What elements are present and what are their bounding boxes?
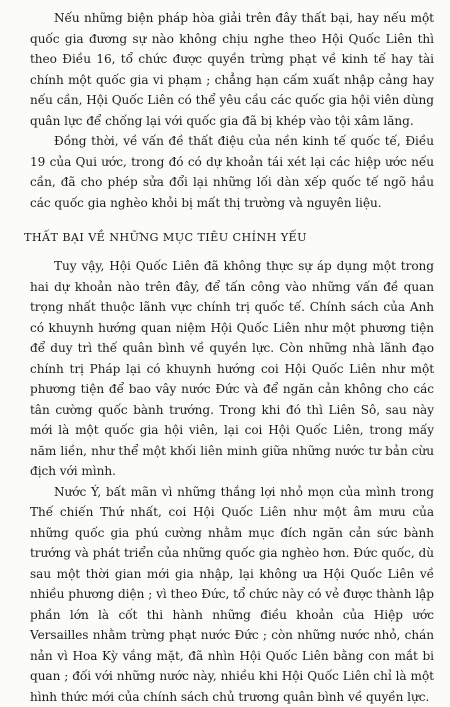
paragraph-sanctions: Nếu những biện pháp hòa giải trên đây thất bại, hay nếu một quốc gia đương sự nào không chịu nghe theo Hội Quốc Liên thì theo Điều 16, tổ chức được quyền trừng phạt về kinh tế hay tài chính một quốc gia vi phạm ; chẳng hạn cấm xuất nhập cảng hay nếu cần, Hội Quốc Liên có thể yêu cầu các quốc gia hội viên dùng quân lực để chống lại với quốc gia đã bị khép vào tội xâm lăng. [30, 8, 434, 131]
paragraph-great-powers: Tuy vậy, Hội Quốc Liên đã không thực sự áp dụng một trong hai dự khoản nào trên đây, để tấn công vào những vấn đề quan trọng nhất thuộc lãnh vực chính trị quốc tế. Chính sách của Anh có khuynh hướng quan niệm Hội Quốc Liên như một phương tiện để duy trì thế quân bình về quyền lực. Còn những nhà lãnh đạo chính trị Pháp lại có khuynh hướng coi Hội Quốc Liên như một phương tiện để bao vây nước Đức và để ngăn cản không cho các tân cường quốc bành trướng. Trong khi đó thì Liên Sô, sau này mới là một quốc gia hội viên, lại coi Hội Quốc Liên, trong mấy năm liền, như thể một khối liên minh giữa những nước tư bản cừu địch với mình. [30, 256, 434, 482]
paragraph-article-19: Đồng thời, về vấn đề thất điệu của nền kinh tế quốc tế, Điều 19 của Qui ước, trong đó có dự khoản tái xét lại các hiệp ước nếu cần, đã cho phép sửa đổi lại những lối dàn xếp quốc tế ngõ hầu các quốc gia nghèo khỏi bị mất thị trường và nguyên liệu. [30, 131, 434, 213]
paragraph-italy-germany: Nước Ý, bất mãn vì những thắng lợi nhỏ mọn của mình trong Thế chiến Thứ nhất, coi Hội Quốc Liên như một âm mưu của những quốc gia phú cường nhằm mục đích ngăn cản sức bành trướng và phát triển của những quốc gia nghèo hơn. Đức quốc, dù sau một thời gian mới gia nhập, lại không ưa Hội Quốc Liên về nhiều phương diện ; vì theo Đức, tổ chức này có vẻ được thành lập phần lớn là cốt thi hành những điều khoản của Hiệp ước Versailles nhằm trừng phạt nước Đức ; còn những nước nhỏ, chán nản vì Hoa Kỳ vắng mặt, đã nhìn Hội Quốc Liên bằng con mắt bi quan ; đối với những nước này, nhiều khi Hội Quốc Liên chỉ là một hình thức mới của chính sách chủ trương quân bình về quyền lực. [30, 482, 434, 707]
section-heading: THẤT BẠI VỀ NHỮNG MỤC TIÊU CHÍNH YẾU [24, 230, 434, 246]
